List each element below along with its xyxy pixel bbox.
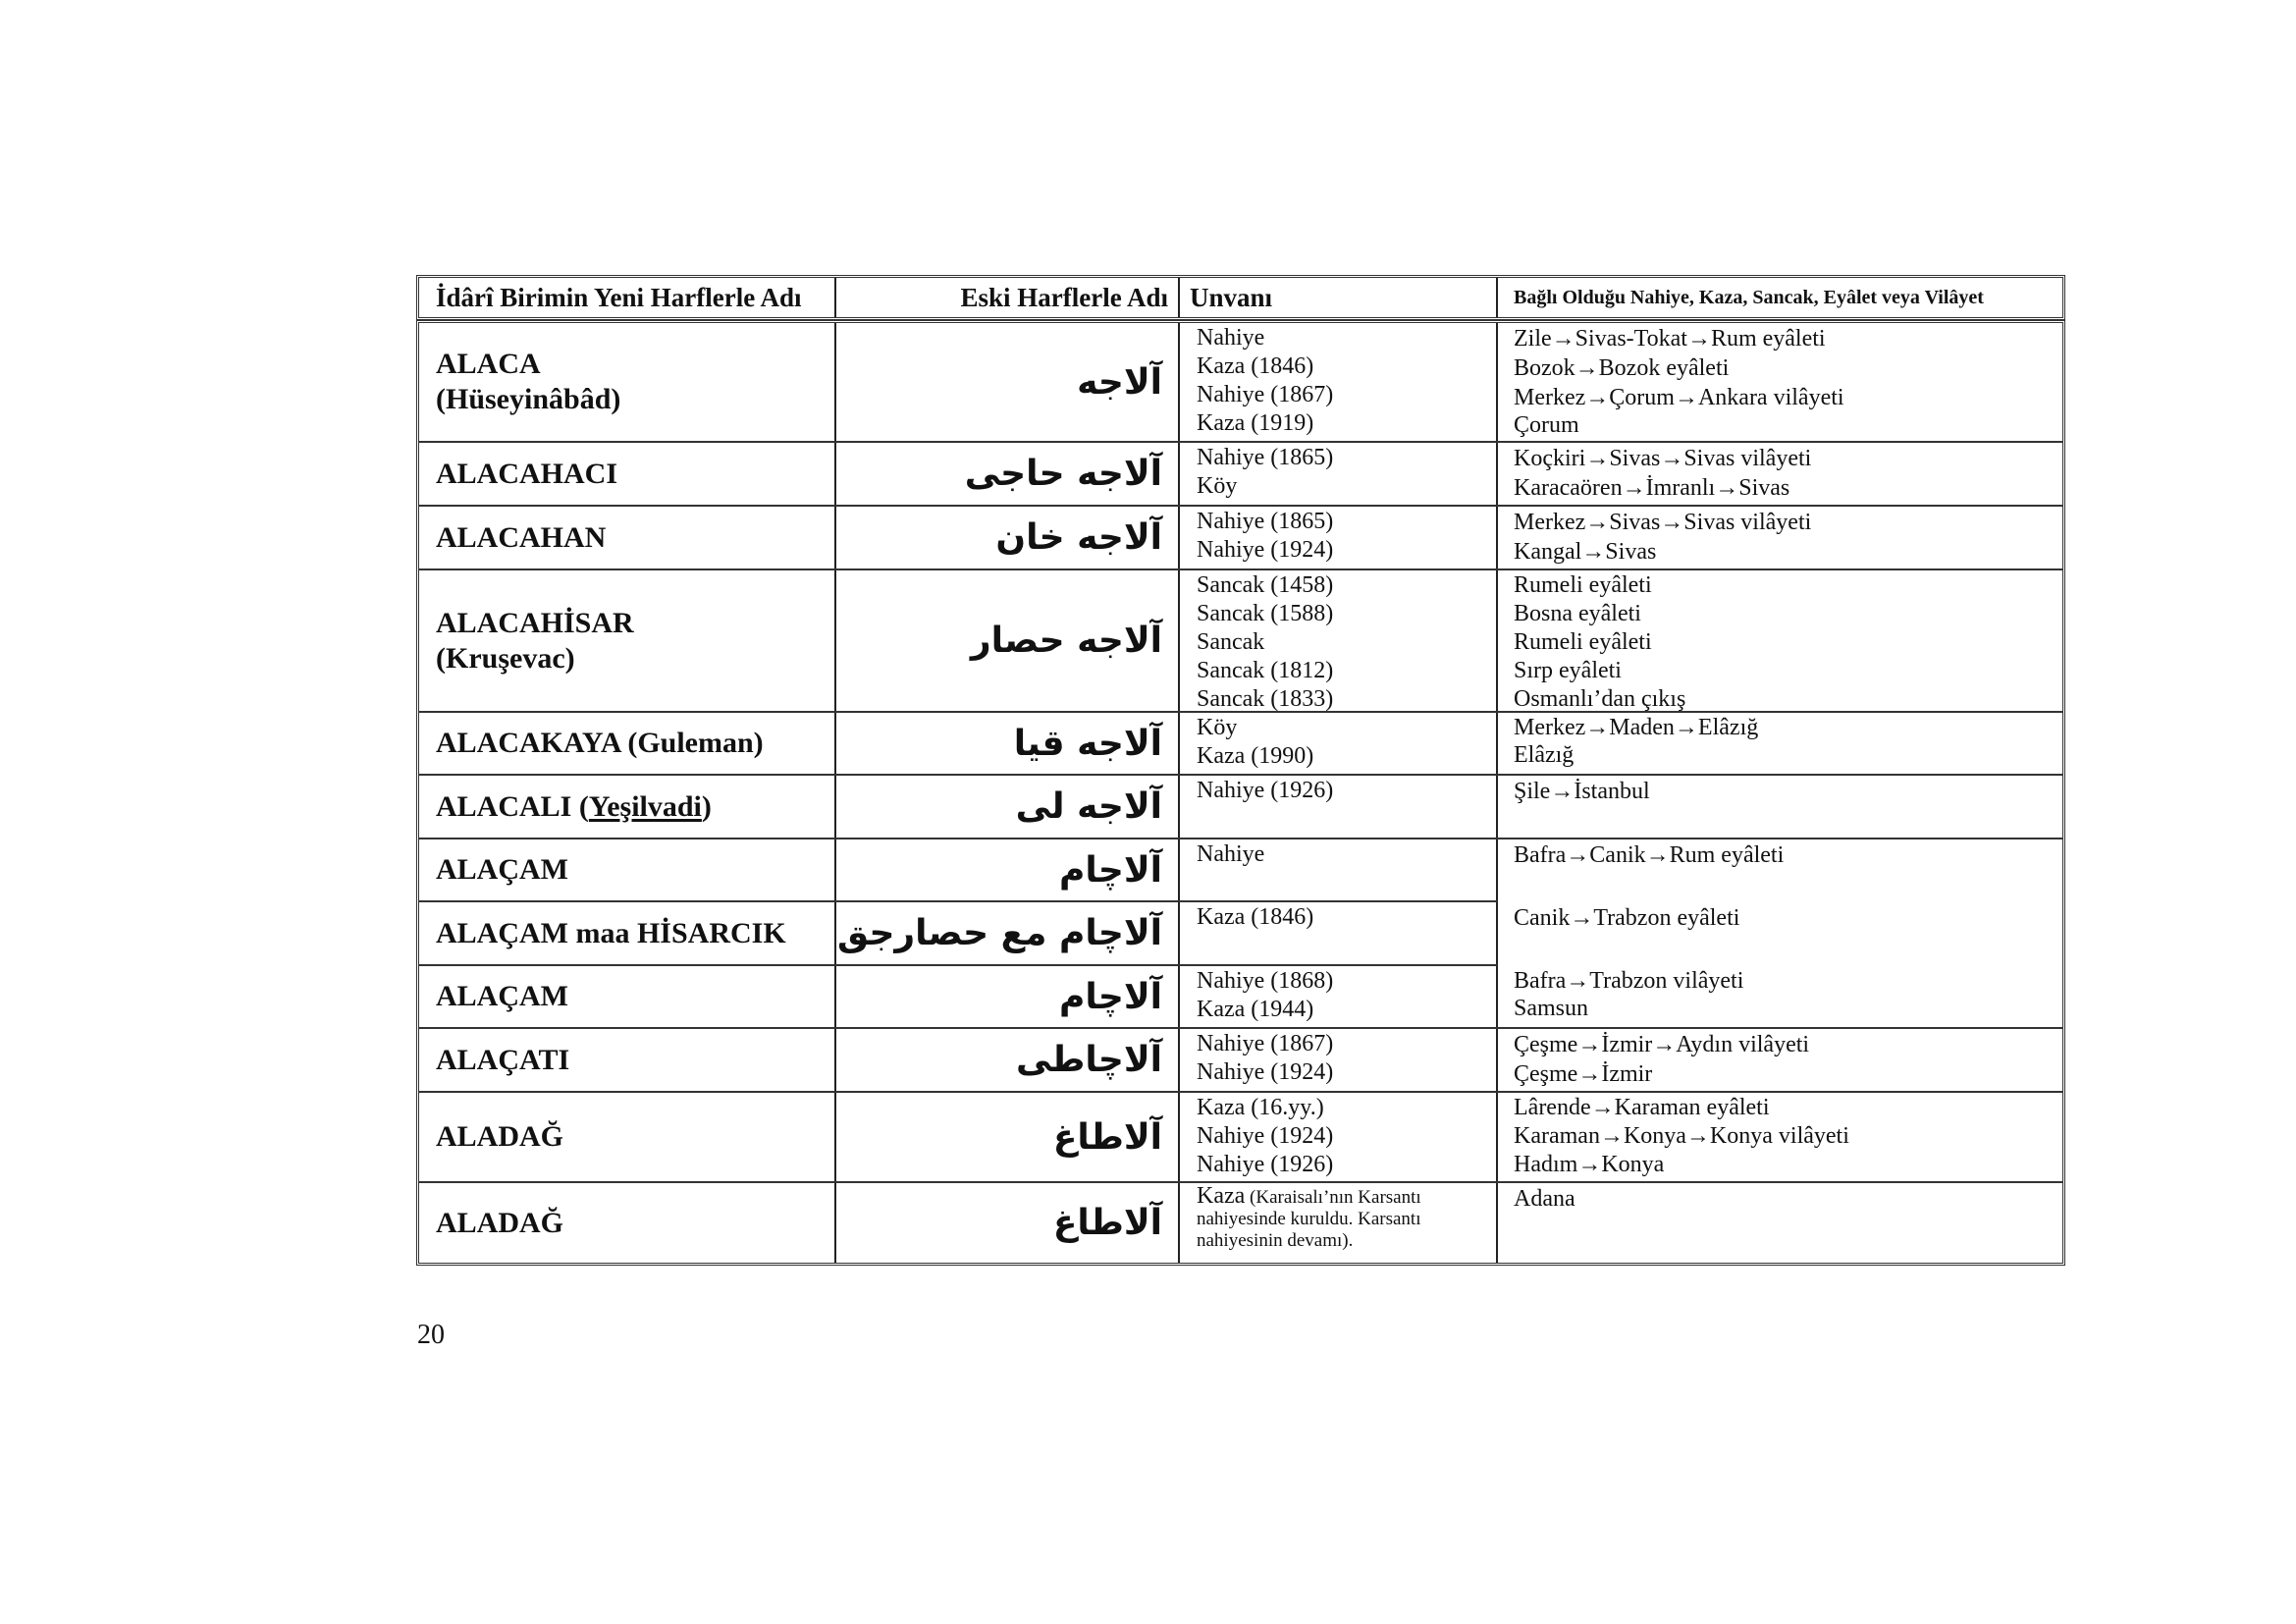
affiliation-line: Koçkiri→Sivas→Sivas vilâyeti xyxy=(1514,446,1812,471)
affiliation-line: Kangal→Sivas xyxy=(1514,539,1657,565)
title-cell xyxy=(1180,966,1496,1027)
name-underlined: Yeşilvadi xyxy=(588,789,702,823)
affiliation-cell xyxy=(1498,1029,2061,1091)
affiliation-line: Adana xyxy=(1514,1186,1575,1212)
affiliation-line: Bafra→Trabzon vilâyeti xyxy=(1514,968,1744,994)
affiliation-line: Canik→Trabzon eyâleti xyxy=(1514,905,1740,931)
old-name-cell: آلاچاطى xyxy=(1016,1040,1162,1080)
title-line: Kaza (1919) xyxy=(1197,410,1314,436)
name-text: ALAÇAM xyxy=(436,853,568,886)
name-text: ALAÇATI xyxy=(436,1043,570,1076)
old-name-cell: آلاجه لى xyxy=(1015,786,1162,827)
affiliation-line: Samsun xyxy=(1514,996,1589,1021)
header-divider xyxy=(834,278,836,317)
title-cell xyxy=(1180,1183,1496,1263)
name-text: ALACAHAN xyxy=(436,520,607,554)
title-cell xyxy=(1180,1093,1496,1181)
old-name-cell: آلاطاغ xyxy=(1052,1116,1162,1158)
old-name-cell: آلاجه خان xyxy=(995,517,1162,558)
affiliation-line: Merkez→Çorum→Ankara vilâyeti xyxy=(1514,385,1844,410)
header-affiliation: Bağlı Olduğu Nahiye, Kaza, Sancak, Eyâlet veya Vilâyet xyxy=(1514,287,1984,308)
title-line: Nahiye (1867) xyxy=(1197,1031,1334,1056)
affiliation-line: Merkez→Maden→Elâzığ xyxy=(1514,715,1759,740)
affiliation-line: Çeşme→İzmir xyxy=(1514,1061,1653,1087)
old-name-cell: آلاچام xyxy=(1059,976,1162,1017)
title-cell xyxy=(1180,570,1496,711)
title-cell xyxy=(1180,902,1496,964)
name-text: ALACA xyxy=(436,348,541,380)
name-text xyxy=(436,789,834,825)
name-text: ALAÇAM xyxy=(436,980,568,1012)
title-cell xyxy=(1180,713,1496,774)
affiliation-line: Bosna eyâleti xyxy=(1514,601,1641,626)
affiliation-line: Elâzığ xyxy=(1514,742,1575,768)
header-new-name: İdârî Birimin Yeni Harflerle Adı xyxy=(436,283,802,312)
title-cell xyxy=(1180,507,1496,568)
title-main: Kaza xyxy=(1197,1183,1246,1209)
affiliation-line: Merkez→Sivas→Sivas vilâyeti xyxy=(1514,510,1812,535)
title-note: nahiyesinin devamı). xyxy=(1197,1230,1354,1251)
title-line: Nahiye (1868) xyxy=(1197,968,1334,994)
name-text: ALACAKAYA (Guleman) xyxy=(436,727,764,759)
old-name-cell: آلاجه حصار xyxy=(970,621,1162,661)
header-divider xyxy=(1178,278,1180,317)
new-name-cell xyxy=(419,839,834,900)
title-cell xyxy=(1180,323,1496,441)
new-name-cell xyxy=(419,323,834,441)
title-line: Sancak (1588) xyxy=(1197,601,1334,626)
name-text: ALACAHİSAR xyxy=(436,606,634,639)
affiliation-line: Karacaören→İmranlı→Sivas xyxy=(1514,475,1790,501)
new-name-cell xyxy=(419,1029,834,1091)
new-name-cell xyxy=(419,713,834,774)
title-line: Kaza (1846) xyxy=(1197,353,1314,379)
title-line: Sancak xyxy=(1197,629,1265,655)
title-cell xyxy=(1180,776,1496,838)
title-cell xyxy=(1180,1029,1496,1091)
affiliation-line: Lârende→Karaman eyâleti xyxy=(1514,1095,1770,1120)
title-line: Kaza (1846) xyxy=(1197,904,1314,930)
old-name-cell: آلاجه xyxy=(1077,361,1162,403)
affiliation-line: Osmanlı’dan çıkış xyxy=(1514,686,1686,711)
title-line: Sancak (1458) xyxy=(1197,572,1334,598)
name-alt-text: (Hüseyinâbâd) xyxy=(436,383,621,415)
affiliation-cell xyxy=(1498,570,2061,711)
name-text: ALADAĞ xyxy=(436,1206,564,1239)
new-name-cell xyxy=(419,1183,834,1263)
title-note: (Karaisalı’nın Karsantı xyxy=(1245,1187,1421,1208)
new-name-cell xyxy=(419,507,834,568)
new-name-cell xyxy=(419,443,834,505)
affiliation-line: Bozok→Bozok eyâleti xyxy=(1514,355,1730,381)
name-part: ALACALI ( xyxy=(436,789,589,823)
new-name-cell xyxy=(419,570,834,711)
affiliation-cell xyxy=(1498,1183,2061,1263)
affiliation-line: Çorum xyxy=(1514,412,1579,438)
affiliation-line: Çeşme→İzmir→Aydın vilâyeti xyxy=(1514,1032,1810,1057)
title-line: Sancak (1833) xyxy=(1197,686,1334,711)
title-line: Nahiye xyxy=(1197,841,1265,867)
title-line: Köy xyxy=(1197,473,1238,499)
title-line xyxy=(1197,1184,1496,1209)
title-line: Nahiye (1926) xyxy=(1197,778,1334,803)
title-line: Kaza (1990) xyxy=(1197,743,1314,769)
new-name-cell xyxy=(419,966,834,1027)
title-line: Nahiye (1924) xyxy=(1197,537,1334,563)
old-name-cell: آلاجه قيا xyxy=(1013,723,1162,764)
new-name-cell xyxy=(419,1093,834,1181)
affiliation-cell xyxy=(1498,776,2061,838)
name-part: ) xyxy=(701,789,712,823)
affiliation-cell xyxy=(1498,1093,2061,1181)
new-name-cell xyxy=(419,902,834,964)
affiliation-line: Hadım→Konya xyxy=(1514,1152,1665,1177)
affiliation-line: Rumeli eyâleti xyxy=(1514,629,1652,655)
header-old-name: Eski Harflerle Adı xyxy=(960,283,1168,312)
name-text: ALAÇAM maa HİSARCIK xyxy=(436,916,786,949)
name-text: ALADAĞ xyxy=(436,1120,564,1153)
title-line: Nahiye (1924) xyxy=(1197,1059,1334,1085)
new-name-cell xyxy=(419,776,834,838)
title-line: Nahiye (1865) xyxy=(1197,445,1334,470)
name-text: ALACAHACI xyxy=(436,457,618,490)
title-line: Kaza (1944) xyxy=(1197,997,1314,1022)
title-line: Köy xyxy=(1197,715,1238,740)
old-name-cell: آلاطاغ xyxy=(1052,1203,1162,1243)
title-line: Nahiye xyxy=(1197,325,1265,351)
title-line: Nahiye (1926) xyxy=(1197,1152,1334,1177)
affiliation-line: Rumeli eyâleti xyxy=(1514,572,1652,598)
name-alt-text: (Kruşevac) xyxy=(436,641,575,675)
affiliation-cell xyxy=(1498,713,2061,774)
affiliation-line: Bafra→Canik→Rum eyâleti xyxy=(1514,842,1785,868)
affiliation-cell xyxy=(1498,443,2061,505)
affiliation-cell xyxy=(1498,323,2061,441)
affiliation-cell-merged xyxy=(1498,839,2061,1027)
page-number: 20 xyxy=(417,1320,445,1350)
title-note: nahiyesinde kuruldu. Karsantı xyxy=(1197,1209,1421,1229)
affiliation-line: Zile→Sivas-Tokat→Rum eyâleti xyxy=(1514,326,1826,352)
title-line: Nahiye (1867) xyxy=(1197,382,1334,407)
affiliation-line: Şile→İstanbul xyxy=(1514,779,1650,804)
title-line: Nahiye (1865) xyxy=(1197,509,1334,534)
title-cell xyxy=(1180,839,1496,900)
title-line: Kaza (16.yy.) xyxy=(1197,1095,1324,1120)
title-cell xyxy=(1180,443,1496,505)
old-name-cell: آلاجه حاجى xyxy=(964,454,1162,494)
affiliation-line: Karaman→Konya→Konya vilâyeti xyxy=(1514,1123,1849,1149)
affiliation-cell xyxy=(1498,507,2061,568)
old-name-cell: آلاچام xyxy=(1059,849,1162,891)
old-name-cell: آلاچام مع حصارجق xyxy=(837,913,1162,953)
title-line: Nahiye (1924) xyxy=(1197,1123,1334,1149)
header-divider xyxy=(1496,278,1498,317)
header-title: Unvanı xyxy=(1190,283,1273,312)
affiliation-line: Sırp eyâleti xyxy=(1514,658,1622,683)
title-line: Sancak (1812) xyxy=(1197,658,1334,683)
